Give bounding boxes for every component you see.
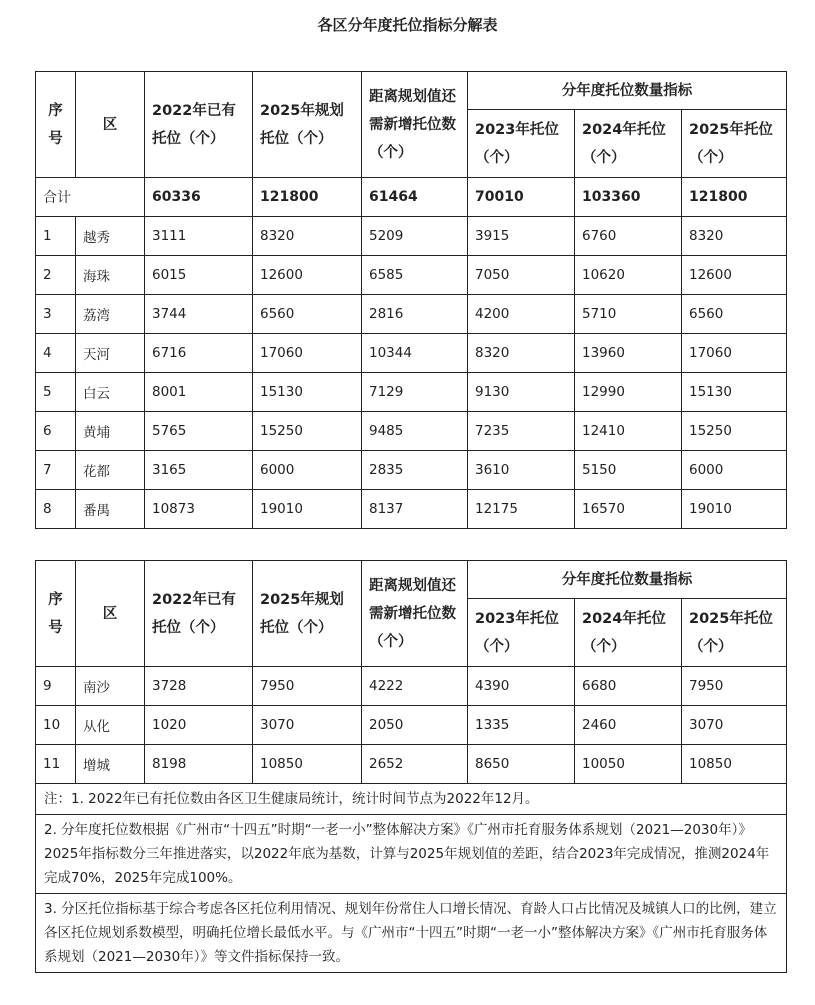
cell-y2024: 13960 (575, 334, 682, 373)
cell-planned: 15250 (253, 412, 362, 451)
allocation-table-1 (35, 71, 787, 529)
cell-y2023: 3610 (468, 451, 575, 490)
cell-y2024: 12410 (575, 412, 682, 451)
cell-y2023: 12175 (468, 490, 575, 529)
cell-y2024: 5710 (575, 295, 682, 334)
cell-planned: 10850 (253, 745, 362, 784)
note-3: 3. 分区托位指标基于综合考虑各区托位利用情况、规划年份常住人口增长情况、育龄人口占比情况及城镇人口的比例，建立各区托位规划系数模型，明确托位增长最低水平。与《广州市“十四五”时期“一老一小”整体解决方案》《广州市托育服务体系规划（2021—2030年）》等文件指标保持一致。 (36, 894, 787, 973)
cell-existing: 8001 (145, 373, 253, 412)
cell-district: 黄埔 (76, 412, 145, 451)
header-2024: 2024年托位（个） (575, 110, 682, 178)
cell-gap: 10344 (362, 334, 468, 373)
cell-y2024: 6760 (575, 217, 682, 256)
cell-y2023: 9130 (468, 373, 575, 412)
cell-seq: 3 (36, 295, 76, 334)
cell-y2024: 10050 (575, 745, 682, 784)
total-row (36, 178, 787, 217)
cell-existing: 6716 (145, 334, 253, 373)
cell-planned: 17060 (253, 334, 362, 373)
cell-district: 荔湾 (76, 295, 145, 334)
cell-district: 越秀 (76, 217, 145, 256)
table-row (36, 334, 787, 373)
total-label: 合计 (36, 178, 145, 217)
header-district: 区 (76, 561, 145, 667)
cell-gap: 2816 (362, 295, 468, 334)
cell-seq: 2 (36, 256, 76, 295)
cell-seq: 6 (36, 412, 76, 451)
cell-district: 天河 (76, 334, 145, 373)
cell-y2023: 7050 (468, 256, 575, 295)
cell-y2023: 7235 (468, 412, 575, 451)
cell-gap: 7129 (362, 373, 468, 412)
cell-y2025: 7950 (682, 667, 787, 706)
header-existing: 2022年已有托位（个） (145, 72, 253, 178)
cell-y2023: 8320 (468, 334, 575, 373)
table-row (36, 256, 787, 295)
cell-y2025: 6000 (682, 451, 787, 490)
header-gap: 距离规划值还需新增托位数（个） (362, 72, 468, 178)
cell-planned: 3070 (253, 706, 362, 745)
header-existing: 2022年已有托位（个） (145, 561, 253, 667)
cell-seq: 9 (36, 667, 76, 706)
cell-planned: 19010 (253, 490, 362, 529)
cell-existing: 3165 (145, 451, 253, 490)
cell-y2025: 15130 (682, 373, 787, 412)
total-existing: 60336 (145, 178, 253, 217)
cell-district: 南沙 (76, 667, 145, 706)
page-title: 各区分年度托位指标分解表 (317, 16, 498, 34)
cell-seq: 4 (36, 334, 76, 373)
header-2023: 2023年托位（个） (468, 110, 575, 178)
header-seq: 序号 (36, 561, 76, 667)
cell-y2025: 10850 (682, 745, 787, 784)
cell-y2025: 3070 (682, 706, 787, 745)
header-annual-group: 分年度托位数量指标 (468, 561, 787, 599)
cell-existing: 3728 (145, 667, 253, 706)
cell-existing: 3744 (145, 295, 253, 334)
cell-planned: 7950 (253, 667, 362, 706)
table-row (36, 745, 787, 784)
cell-gap: 5209 (362, 217, 468, 256)
cell-district: 花都 (76, 451, 145, 490)
cell-y2025: 17060 (682, 334, 787, 373)
cell-y2024: 12990 (575, 373, 682, 412)
cell-seq: 8 (36, 490, 76, 529)
cell-gap: 2652 (362, 745, 468, 784)
table-row (36, 217, 787, 256)
cell-y2025: 8320 (682, 217, 787, 256)
header-district: 区 (76, 72, 145, 178)
cell-planned: 12600 (253, 256, 362, 295)
note-1: 注：1. 2022年已有托位数由各区卫生健康局统计，统计时间节点为2022年12月。 (36, 784, 787, 815)
cell-gap: 4222 (362, 667, 468, 706)
table-row (36, 373, 787, 412)
header-gap: 距离规划值还需新增托位数（个） (362, 561, 468, 667)
cell-district: 增城 (76, 745, 145, 784)
header-planned: 2025年规划托位（个） (253, 72, 362, 178)
cell-gap: 8137 (362, 490, 468, 529)
cell-y2025: 15250 (682, 412, 787, 451)
cell-y2024: 2460 (575, 706, 682, 745)
allocation-table-2 (35, 560, 787, 973)
cell-planned: 6000 (253, 451, 362, 490)
cell-seq: 11 (36, 745, 76, 784)
cell-district: 从化 (76, 706, 145, 745)
cell-existing: 8198 (145, 745, 253, 784)
table-row (36, 412, 787, 451)
total-planned: 121800 (253, 178, 362, 217)
total-2023: 70010 (468, 178, 575, 217)
table-row (36, 667, 787, 706)
cell-y2025: 6560 (682, 295, 787, 334)
cell-existing: 3111 (145, 217, 253, 256)
cell-gap: 6585 (362, 256, 468, 295)
header-2024: 2024年托位（个） (575, 599, 682, 667)
cell-seq: 1 (36, 217, 76, 256)
cell-y2024: 16570 (575, 490, 682, 529)
header-2025: 2025年托位（个） (682, 110, 787, 178)
table-row (36, 451, 787, 490)
cell-y2023: 4200 (468, 295, 575, 334)
table-row (36, 706, 787, 745)
total-2025: 121800 (682, 178, 787, 217)
cell-district: 海珠 (76, 256, 145, 295)
cell-seq: 7 (36, 451, 76, 490)
header-2025: 2025年托位（个） (682, 599, 787, 667)
cell-seq: 10 (36, 706, 76, 745)
cell-existing: 6015 (145, 256, 253, 295)
cell-existing: 10873 (145, 490, 253, 529)
cell-existing: 5765 (145, 412, 253, 451)
header-seq: 序号 (36, 72, 76, 178)
cell-planned: 8320 (253, 217, 362, 256)
cell-y2023: 8650 (468, 745, 575, 784)
cell-district: 番禺 (76, 490, 145, 529)
cell-y2025: 12600 (682, 256, 787, 295)
total-2024: 103360 (575, 178, 682, 217)
cell-gap: 9485 (362, 412, 468, 451)
cell-y2024: 5150 (575, 451, 682, 490)
cell-y2024: 10620 (575, 256, 682, 295)
cell-y2023: 1335 (468, 706, 575, 745)
note-2: 2. 分年度托位数根据《广州市“十四五”时期“一老一小”整体解决方案》《广州市托育服务体系规划（2021—2030年）》2025年指标数分三年推进落实，以2022年底为基数，计算与2025年规划值的差距，结合2023年完成情况，推测2024年完成70%，2025年完成100%。 (36, 815, 787, 894)
cell-seq: 5 (36, 373, 76, 412)
cell-planned: 15130 (253, 373, 362, 412)
table-row (36, 295, 787, 334)
cell-y2025: 19010 (682, 490, 787, 529)
cell-y2023: 4390 (468, 667, 575, 706)
header-planned: 2025年规划托位（个） (253, 561, 362, 667)
table-row (36, 490, 787, 529)
cell-existing: 1020 (145, 706, 253, 745)
header-annual-group: 分年度托位数量指标 (468, 72, 787, 110)
total-gap: 61464 (362, 178, 468, 217)
note-row-3 (36, 894, 787, 973)
cell-y2024: 6680 (575, 667, 682, 706)
note-row-1 (36, 784, 787, 815)
cell-planned: 6560 (253, 295, 362, 334)
note-row-2 (36, 815, 787, 894)
cell-gap: 2835 (362, 451, 468, 490)
header-2023: 2023年托位（个） (468, 599, 575, 667)
cell-gap: 2050 (362, 706, 468, 745)
cell-district: 白云 (76, 373, 145, 412)
cell-y2023: 3915 (468, 217, 575, 256)
